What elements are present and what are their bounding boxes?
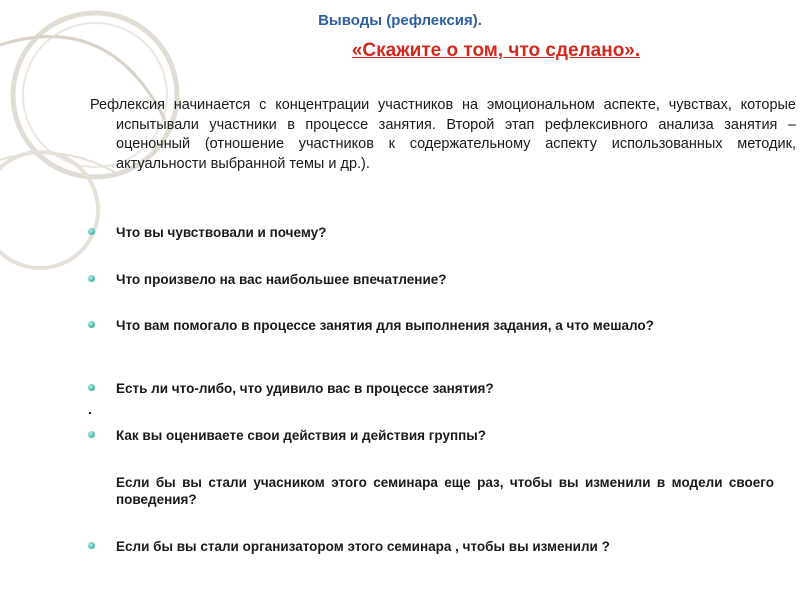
question-text: Что вы чувствовали и почему? bbox=[116, 225, 327, 240]
stray-mark: . bbox=[88, 401, 92, 417]
slide-subtitle: Выводы (рефлексия). bbox=[318, 12, 482, 29]
question-text: Если бы вы стали организатором этого семинара , чтобы вы изменили ? bbox=[116, 539, 610, 554]
question-item-6 bbox=[88, 474, 774, 508]
bullet-icon bbox=[88, 228, 95, 235]
bullet-icon bbox=[88, 384, 95, 391]
question-item-1 bbox=[88, 224, 774, 241]
question-item-7 bbox=[88, 538, 774, 555]
question-item-3 bbox=[88, 317, 774, 334]
bullet-icon bbox=[88, 321, 95, 328]
question-text: Если бы вы стали учасником этого семинара еще раз, чтобы вы изменили в модели своего поведения? bbox=[116, 475, 774, 507]
bullet-icon bbox=[88, 275, 95, 282]
question-text: Что вам помогало в процессе занятия для выполнения задания, а что мешало? bbox=[116, 318, 654, 333]
slide-title: «Скажите о том, что сделано». bbox=[351, 40, 641, 61]
question-item-4 bbox=[88, 380, 774, 397]
bullet-icon bbox=[88, 431, 95, 438]
question-item-5 bbox=[88, 427, 774, 444]
question-text: Есть ли что-либо, что удивило вас в процессе занятия? bbox=[116, 381, 494, 396]
bullet-icon bbox=[88, 542, 95, 549]
question-text: Как вы оцениваете свои действия и действия группы? bbox=[116, 428, 487, 443]
question-item-2 bbox=[88, 271, 774, 288]
intro-paragraph: Рефлексия начинается с концентрации участников на эмоциональном аспекте, чувствах, которые испытывали участники в процессе занятия. Второй этап рефлексивного анализа занятия – оценочный (отношение участников к содержательному аспекту использованных методик, актуальности выбранной темы и др.). bbox=[90, 97, 796, 172]
question-text: Что произвело на вас наибольшее впечатление? bbox=[116, 272, 447, 287]
